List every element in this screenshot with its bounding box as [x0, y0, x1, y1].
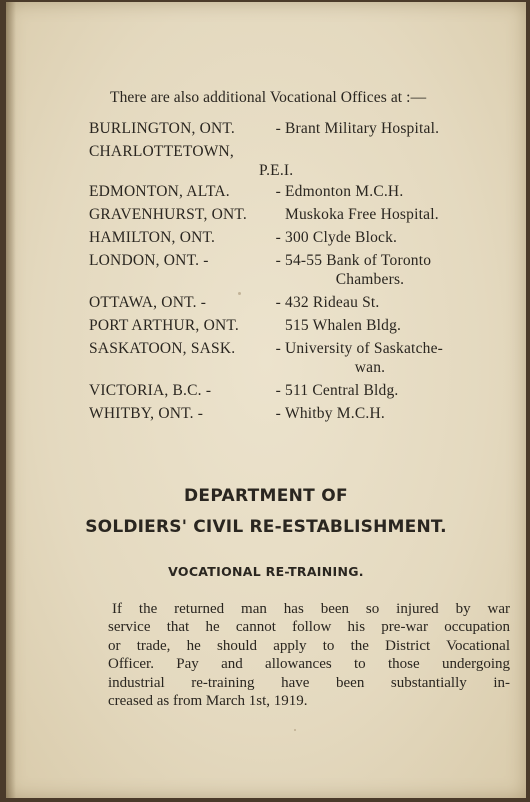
- department-heading-line1: DEPARTMENT OF: [184, 486, 348, 506]
- paper-speck: [238, 292, 241, 295]
- office-address: 54-55 Bank of Toronto: [285, 252, 432, 269]
- office-city: CHARLOTTETOWN,: [89, 143, 235, 160]
- office-address: Edmonton M.C.H.: [285, 183, 404, 200]
- office-address: 511 Central Bldg.: [285, 382, 399, 399]
- office-dash: -: [275, 294, 281, 311]
- office-city: WHITBY, ONT. -: [89, 405, 204, 422]
- paragraph-line: creased as from March 1st, 1919.: [108, 693, 308, 710]
- office-address: Whitby M.C.H.: [285, 405, 385, 422]
- office-dash: -: [275, 252, 281, 269]
- office-city: BURLINGTON, ONT.: [89, 120, 235, 137]
- office-entry: [89, 142, 509, 180]
- office-address: Brant Military Hospital.: [285, 120, 440, 137]
- office-city: EDMONTON, ALTA.: [89, 183, 230, 200]
- office-entry: [89, 293, 509, 312]
- paragraph-line: If the returned man has been so injured by war: [112, 601, 510, 617]
- paper-speck: [98, 348, 100, 350]
- office-dash: -: [275, 382, 281, 399]
- office-entry: [89, 381, 509, 400]
- office-entry: [89, 404, 509, 423]
- body-paragraph: [108, 600, 510, 710]
- office-city: VICTORIA, B.C. -: [89, 382, 212, 399]
- office-address-continued: Chambers.: [335, 271, 405, 288]
- paragraph-line: or trade, he should apply to the District Vocational: [108, 637, 510, 654]
- office-entry: [89, 205, 509, 224]
- office-dash: -: [275, 120, 281, 137]
- intro-text: There are also additional Vocational Offices at :—: [110, 89, 427, 106]
- section-title: VOCATIONAL RE-TRAINING.: [168, 564, 364, 579]
- paragraph-line: Officer. Pay and allowances to those undergoing: [108, 656, 510, 673]
- office-list: [89, 119, 509, 427]
- office-address: 432 Rideau St.: [285, 294, 380, 311]
- office-address: 515 Whalen Bldg.: [285, 317, 402, 334]
- document-page: [6, 2, 526, 798]
- paragraph-line: service that he cannot follow his pre-war occupation: [108, 619, 510, 636]
- office-entry: [89, 228, 509, 247]
- paper-speck: [294, 729, 296, 731]
- office-address: University of Saskatche-: [285, 340, 444, 357]
- office-address-continued: wan.: [354, 359, 386, 376]
- paragraph-line: industrial re-training have been substantially in-: [108, 674, 510, 691]
- office-entry: [89, 316, 509, 335]
- office-city: GRAVENHURST, ONT.: [89, 206, 247, 223]
- office-entry: [89, 182, 509, 201]
- office-entry: [89, 339, 509, 377]
- department-heading-line2: SOLDIERS' CIVIL RE-ESTABLISHMENT.: [85, 517, 447, 537]
- office-city: LONDON, ONT. -: [89, 252, 209, 269]
- office-dash: -: [275, 183, 281, 200]
- office-dash: -: [275, 340, 281, 357]
- office-dash: -: [275, 229, 281, 246]
- office-city: SASKATOON, SASK.: [89, 340, 236, 357]
- office-city-continued: P.E.I.: [259, 162, 294, 179]
- office-city: HAMILTON, ONT.: [89, 229, 216, 246]
- office-city: PORT ARTHUR, ONT.: [89, 317, 239, 334]
- office-city: OTTAWA, ONT. -: [89, 294, 207, 311]
- office-entry: [89, 251, 509, 289]
- office-address: Muskoka Free Hospital.: [285, 206, 439, 223]
- office-address: 300 Clyde Block.: [285, 229, 398, 246]
- office-dash: -: [275, 405, 281, 422]
- office-entry: [89, 119, 509, 138]
